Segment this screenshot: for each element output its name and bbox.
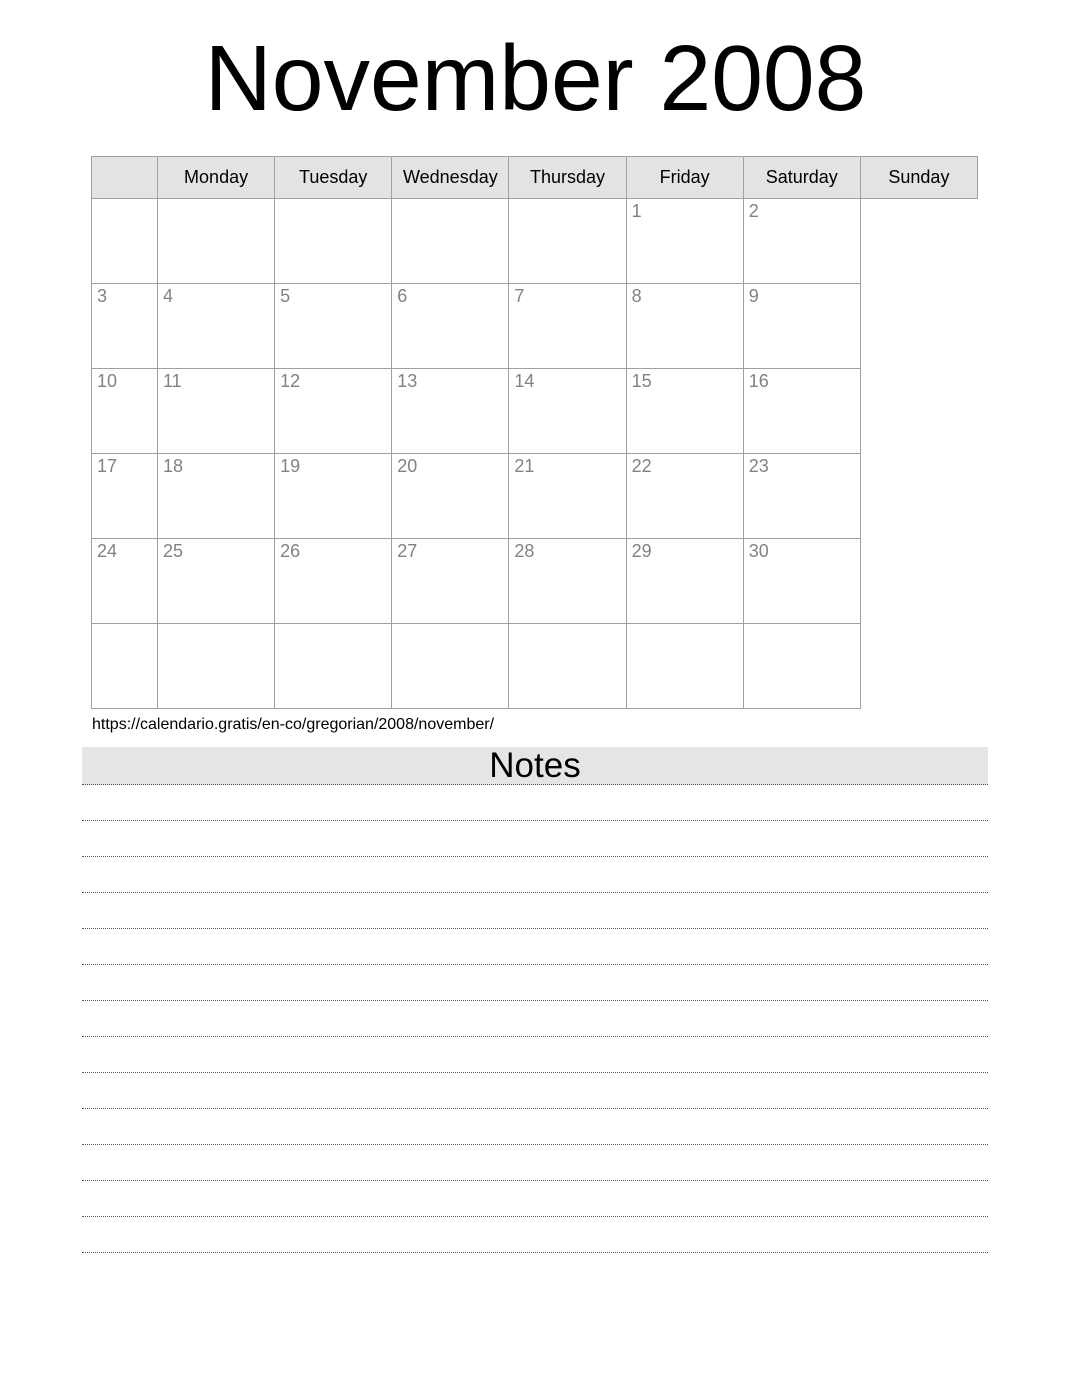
day-cell-7	[509, 283, 626, 368]
day-header-thursday: Thursday	[509, 156, 626, 198]
calendar-week-row	[92, 538, 978, 623]
calendar-week-row	[92, 198, 978, 283]
calendar-week-row	[92, 368, 978, 453]
day-cell-30	[743, 538, 860, 623]
day-cell-9	[743, 283, 860, 368]
day-cell-5	[275, 283, 392, 368]
date-number: 28	[514, 540, 535, 561]
date-number: 30	[748, 540, 769, 561]
notes-section	[82, 747, 988, 1253]
day-cell-17	[92, 453, 158, 538]
note-ruled-line	[82, 1217, 988, 1253]
date-number: 25	[163, 540, 184, 561]
day-cell-empty	[626, 623, 743, 708]
day-cell-16	[743, 368, 860, 453]
note-ruled-line	[82, 1037, 988, 1073]
date-number: 29	[631, 540, 652, 561]
date-number: 21	[514, 455, 535, 476]
source-url: https://calendario.gratis/en-co/gregorian/2008/november/	[92, 715, 495, 733]
date-number: 13	[397, 370, 418, 391]
day-cell-empty	[275, 198, 392, 283]
day-cell-empty	[158, 623, 275, 708]
date-number: 11	[163, 370, 182, 391]
notes-header	[82, 747, 988, 785]
day-cell-13	[392, 368, 509, 453]
note-ruled-line	[82, 1181, 988, 1217]
day-cell-22	[626, 453, 743, 538]
day-cell-28	[509, 538, 626, 623]
note-ruled-line	[82, 785, 988, 821]
day-cell-23	[743, 453, 860, 538]
date-number: 18	[163, 455, 184, 476]
day-cell-19	[275, 453, 392, 538]
day-cell-empty	[158, 198, 275, 283]
day-cell-11	[158, 368, 275, 453]
note-ruled-line	[82, 965, 988, 1001]
day-header-sunday: Sunday	[860, 156, 977, 198]
date-number	[275, 199, 391, 202]
note-ruled-line	[82, 1073, 988, 1109]
calendar-header-row	[92, 156, 978, 198]
date-number: 3	[97, 285, 108, 306]
notes-lines	[82, 785, 988, 1253]
date-number: 15	[631, 370, 652, 391]
day-cell-12	[275, 368, 392, 453]
note-ruled-line	[82, 893, 988, 929]
date-number	[275, 624, 391, 627]
day-header-tuesday: Tuesday	[275, 156, 392, 198]
note-ruled-line	[82, 1109, 988, 1145]
day-cell-8	[626, 283, 743, 368]
day-cell-1	[626, 198, 743, 283]
page-title: November 2008	[204, 26, 867, 130]
note-ruled-line	[82, 929, 988, 965]
date-number	[92, 199, 157, 202]
note-ruled-line	[82, 857, 988, 893]
date-number	[158, 624, 274, 627]
day-cell-empty	[509, 198, 626, 283]
day-cell-empty	[743, 623, 860, 708]
date-number: 27	[397, 540, 418, 561]
date-number: 2	[748, 200, 759, 221]
day-cell-25	[158, 538, 275, 623]
date-number	[627, 624, 743, 627]
day-cell-6	[392, 283, 509, 368]
day-cell-27	[392, 538, 509, 623]
date-number	[509, 624, 625, 627]
date-number: 20	[397, 455, 418, 476]
day-header-monday: Monday	[158, 156, 275, 198]
day-cell-29	[626, 538, 743, 623]
date-number	[392, 624, 508, 627]
date-number	[392, 199, 508, 202]
date-number: 22	[631, 455, 652, 476]
day-header-wednesday: Wednesday	[392, 156, 509, 198]
date-number: 4	[163, 285, 174, 306]
note-ruled-line	[82, 1145, 988, 1181]
side-spacer-column	[92, 156, 158, 198]
day-cell-15	[626, 368, 743, 453]
day-cell-empty	[392, 623, 509, 708]
note-ruled-line	[82, 821, 988, 857]
date-number: 14	[514, 370, 535, 391]
date-number: 17	[97, 455, 118, 476]
date-number	[509, 199, 625, 202]
note-ruled-line	[82, 1001, 988, 1037]
date-number	[158, 199, 274, 202]
day-cell-empty	[92, 198, 158, 283]
date-number	[92, 624, 157, 627]
day-cell-3	[92, 283, 158, 368]
date-number: 26	[280, 540, 301, 561]
day-cell-20	[392, 453, 509, 538]
date-number: 6	[397, 285, 408, 306]
calendar-table	[91, 156, 978, 709]
calendar-week-row	[92, 283, 978, 368]
day-cell-empty	[392, 198, 509, 283]
notes-title: Notes	[489, 746, 581, 786]
day-cell-18	[158, 453, 275, 538]
day-header-saturday: Saturday	[743, 156, 860, 198]
date-number	[744, 624, 860, 627]
date-number: 23	[748, 455, 769, 476]
date-number: 1	[631, 200, 642, 221]
day-cell-2	[743, 198, 860, 283]
day-cell-14	[509, 368, 626, 453]
day-cell-empty	[92, 623, 158, 708]
day-cell-4	[158, 283, 275, 368]
date-number: 10	[97, 370, 118, 391]
date-number: 24	[97, 540, 118, 561]
date-number: 5	[280, 285, 291, 306]
day-cell-empty	[275, 623, 392, 708]
date-number: 19	[280, 455, 301, 476]
day-cell-empty	[509, 623, 626, 708]
day-cell-26	[275, 538, 392, 623]
day-cell-10	[92, 368, 158, 453]
day-cell-21	[509, 453, 626, 538]
day-cell-24	[92, 538, 158, 623]
calendar-week-row	[92, 453, 978, 538]
date-number: 9	[748, 285, 759, 306]
date-number: 7	[514, 285, 525, 306]
date-number: 16	[748, 370, 769, 391]
date-number: 12	[280, 370, 301, 391]
date-number: 8	[631, 285, 642, 306]
calendar-week-row	[92, 623, 978, 708]
day-header-friday: Friday	[626, 156, 743, 198]
